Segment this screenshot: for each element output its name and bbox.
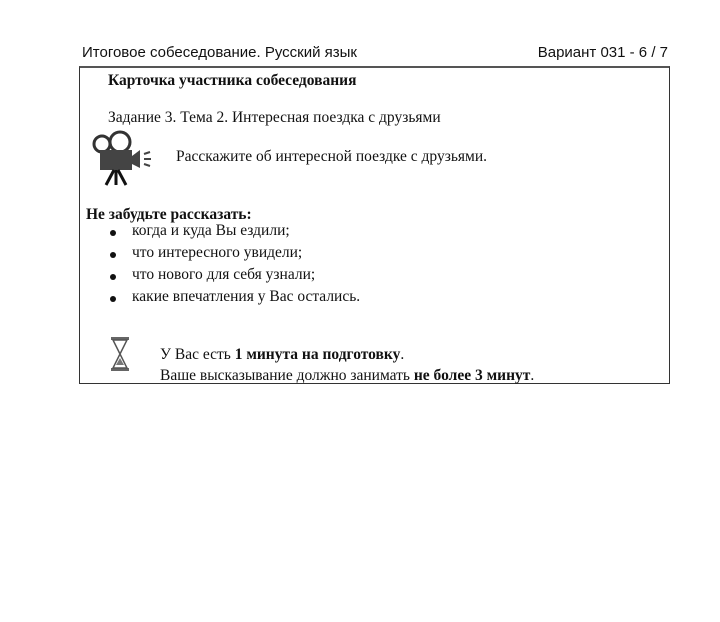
answer-text: Ваше высказывание должно занимать (160, 367, 414, 384)
reminder-list (100, 222, 360, 310)
reminder-heading: Не забудьте рассказать: (86, 206, 252, 223)
prep-period: . (400, 346, 405, 363)
answer-time (160, 367, 534, 385)
hourglass-icon (110, 336, 130, 372)
movie-camera-icon (90, 130, 156, 186)
participant-card (79, 66, 670, 384)
answer-emphasis: не более 3 минут (413, 367, 531, 384)
header-variant: Вариант 031 - 6 / 7 (537, 44, 668, 61)
task-title: Задание 3. Тема 2. Интересная поездка с друзьями (108, 109, 441, 126)
card-title: Карточка участника собеседования (108, 72, 357, 89)
list-item: когда и куда Вы ездили; (120, 222, 360, 244)
prep-text: У Вас есть (160, 346, 235, 363)
list-item: что нового для себя узнали; (120, 266, 360, 288)
list-item: что интересного увидели; (120, 244, 360, 266)
prep-time (160, 346, 404, 364)
instruction: Расскажите об интересной поездке с друзьями. (176, 148, 487, 165)
answer-period: . (530, 367, 535, 384)
header-subject: Итоговое собеседование. Русский язык (82, 44, 357, 61)
prep-emphasis: 1 минута на подготовку (234, 346, 401, 363)
list-item: какие впечатления у Вас остались. (120, 288, 360, 310)
